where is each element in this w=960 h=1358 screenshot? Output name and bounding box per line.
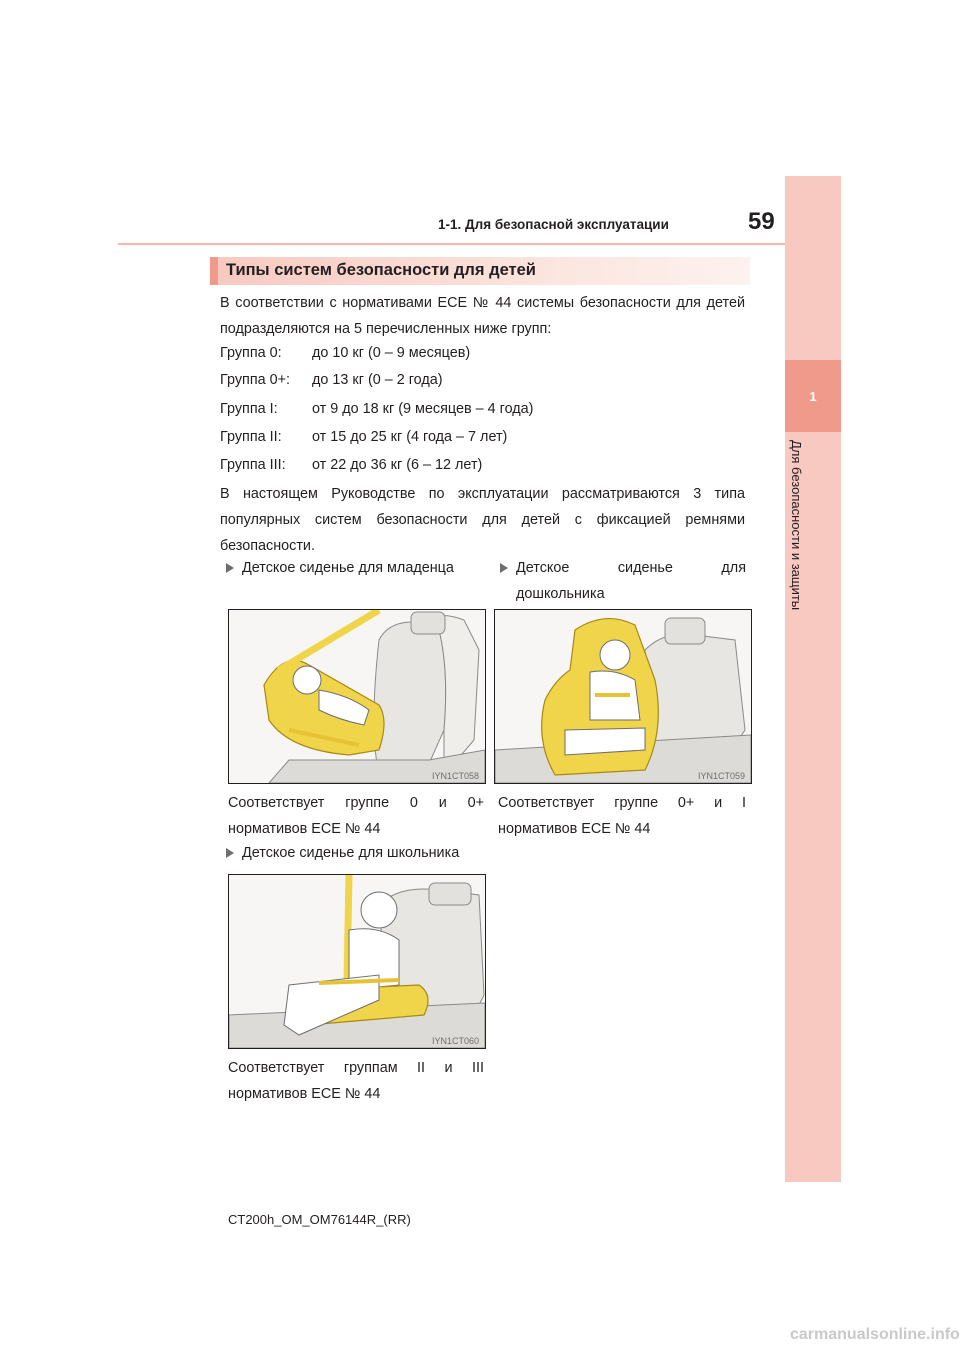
bullet-triangle-icon [500,563,508,573]
heading-accent-bar [210,257,218,285]
group-label: Группа II: [220,429,282,445]
infant-seat-figure [228,609,486,784]
intro-paragraph: В соответствии с нормативами ECE № 44 системы безопасности для детей подразделяются на 5 перечисленных ниже групп: [220,295,745,337]
toddler-seat-illustration [495,610,751,783]
figure-code: IYN1CT058 [431,771,479,781]
seat-heading-text: Детское сиденье для школьника [242,845,460,861]
group-value: до 10 кг (0 – 9 месяцев) [312,345,471,361]
chapter-title-text: Для безопасности и защиты [789,440,804,611]
section-title: Типы систем безопасности для детей [226,261,536,279]
running-header: 1-1. Для безопасной эксплуатации [438,217,669,232]
seat-heading-text: Детское сиденье для дошкольника [516,560,746,602]
group-label: Группа I: [220,401,278,417]
group-label: Группа 0+: [220,372,291,388]
chapter-title [789,440,824,640]
bullet-triangle-icon [226,848,234,858]
watermark: carmanualsonline.info [790,1326,960,1343]
seat-caption: Соответствует группе 0 и 0+ нормативов ECE № 44 [228,795,484,837]
group-label: Группа III: [220,457,286,473]
group-value: до 13 кг (0 – 2 года) [312,372,443,388]
toddler-seat-figure [494,609,752,784]
seat-caption: Соответствует группам II и III нормативов ECE № 44 [228,1060,484,1102]
group-value: от 15 до 25 кг (4 года – 7 лет) [312,429,508,445]
figure-code: IYN1CT059 [697,771,745,781]
header-rule [118,243,785,245]
figure-code: IYN1CT060 [431,1036,479,1046]
seat-heading-text: Детское сиденье для младенца [242,560,454,576]
group-value: от 22 до 36 кг (6 – 12 лет) [312,457,483,473]
document-code: CT200h_OM_OM76144R_(RR) [228,1212,411,1227]
seat-caption: Соответствует группе 0+ и I нормативов ECE № 44 [498,795,746,837]
chapter-number: 1 [785,360,841,432]
booster-seat-figure [228,874,486,1049]
booster-seat-illustration [229,875,485,1048]
seat-heading [500,555,750,607]
summary-paragraph: В настоящем Руководстве по эксплуатации рассматриваются 3 типа популярных систем безопасности для детей с фиксацией ремнями безопасности. [220,486,745,554]
side-tab [785,176,841,1182]
seat-heading [226,555,486,581]
seat-heading [226,840,486,866]
group-value: от 9 до 18 кг (9 месяцев – 4 года) [312,401,534,417]
section-heading [210,257,750,285]
page-number: 59 [748,208,775,235]
group-label: Группа 0: [220,345,282,361]
bullet-triangle-icon [226,563,234,573]
infant-seat-illustration [229,610,485,783]
